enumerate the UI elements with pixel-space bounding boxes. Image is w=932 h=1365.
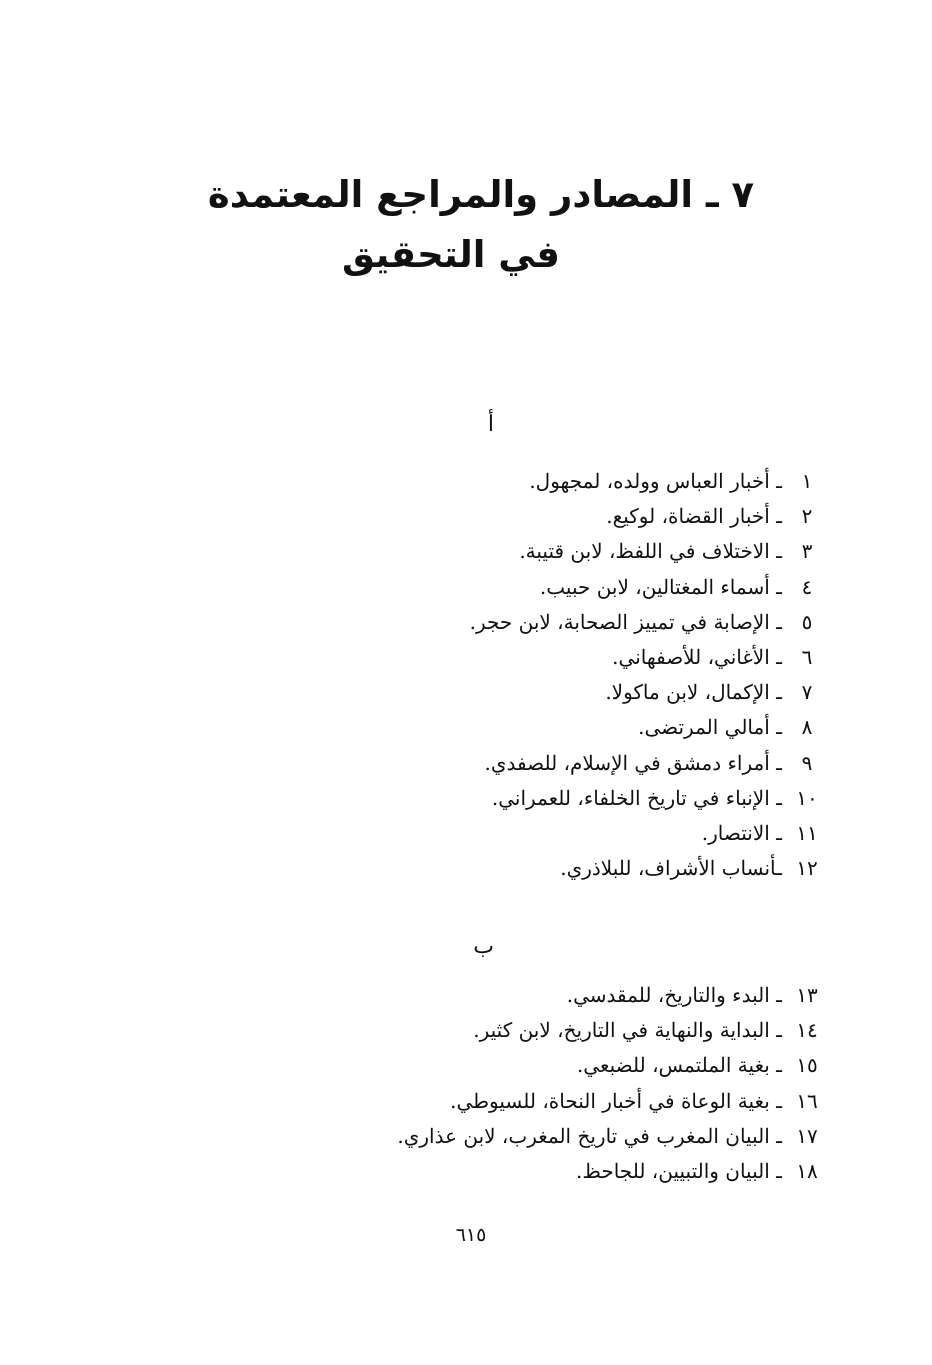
item-number: ١ bbox=[801, 469, 813, 493]
section-letter-a: أ bbox=[487, 412, 494, 437]
list-item bbox=[262, 570, 822, 605]
item-text: ـ أمراء دمشق في الإسلام، للصفدي. bbox=[484, 750, 782, 775]
list-item bbox=[262, 534, 822, 569]
item-text: ـ بغية الملتمس، للضبعي. bbox=[576, 1053, 782, 1078]
item-text: ـ البداية والنهاية في التاريخ، لابن كثير. bbox=[473, 1018, 782, 1043]
list-item bbox=[262, 1154, 822, 1189]
item-text: ـ الإنباء في تاريخ الخلفاء، للعمراني. bbox=[491, 785, 782, 810]
item-number: ٦ bbox=[801, 644, 813, 669]
list-item bbox=[262, 710, 822, 745]
item-number: ٢ bbox=[801, 504, 813, 529]
item-number: ٥ bbox=[801, 609, 813, 634]
item-text: ـ أمالي المرتضى. bbox=[638, 715, 782, 740]
item-text: ـ أخبار القضاة، لوكيع. bbox=[606, 504, 782, 529]
chapter-title-line-1: ٧ ـ المصادر والمراجع المعتمدة bbox=[207, 173, 755, 216]
item-number: ٩ bbox=[801, 750, 813, 775]
item-text: ـ أسماء المغتالين، لابن حبيب. bbox=[539, 574, 782, 599]
list-item bbox=[262, 816, 822, 851]
item-number: ١٣ bbox=[796, 983, 818, 1007]
item-text: ـ الاختلاف في اللفظ، لابن قتيبة. bbox=[519, 539, 782, 564]
item-number: ١٦ bbox=[796, 1088, 818, 1113]
item-number: ١٥ bbox=[796, 1053, 818, 1078]
chapter-title bbox=[0, 165, 932, 285]
page-number: ٦١٥ bbox=[455, 1224, 487, 1246]
reference-list-a bbox=[262, 464, 822, 886]
item-number: ٤ bbox=[801, 574, 813, 599]
item-text: ـ الأغاني، للأصفهاني. bbox=[612, 644, 782, 669]
item-text: ـ أخبار العباس وولده، لمجهول. bbox=[529, 469, 782, 493]
item-number: ١١ bbox=[796, 820, 818, 845]
item-text: ـ البيان والتبيين، للجاحظ. bbox=[576, 1158, 782, 1183]
list-item bbox=[262, 781, 822, 816]
list-item bbox=[262, 1084, 822, 1119]
list-item bbox=[262, 746, 822, 781]
item-number: ٧ bbox=[801, 680, 813, 705]
reference-list-b bbox=[262, 978, 822, 1189]
item-number: ١٤ bbox=[796, 1018, 818, 1043]
chapter-title-line-2: في التحقيق bbox=[342, 233, 560, 276]
item-number: ١٢ bbox=[796, 856, 818, 881]
item-text: ـ البدء والتاريخ، للمقدسي. bbox=[566, 983, 782, 1007]
item-text: ـ الإصابة في تمييز الصحابة، لابن حجر. bbox=[469, 609, 782, 634]
item-text: ـ الانتصار. bbox=[701, 820, 782, 845]
list-item bbox=[262, 978, 822, 1013]
item-number: ٨ bbox=[801, 715, 813, 740]
item-number: ١٨ bbox=[796, 1158, 818, 1183]
item-text: ـ البيان المغرب في تاريخ المغرب، لابن عذاري. bbox=[397, 1123, 782, 1148]
list-item bbox=[262, 675, 822, 710]
list-item bbox=[262, 1048, 822, 1083]
item-number: ١٠ bbox=[796, 785, 818, 810]
item-text: ـ الإكمال، لابن ماكولا. bbox=[605, 680, 782, 705]
list-item bbox=[262, 464, 822, 499]
list-item bbox=[262, 605, 822, 640]
item-text: ـ بغية الوعاة في أخبار النحاة، للسيوطي. bbox=[450, 1088, 782, 1113]
list-item bbox=[262, 499, 822, 534]
item-text: ـأنساب الأشراف، للبلاذري. bbox=[560, 856, 782, 881]
item-number: ١٧ bbox=[796, 1123, 818, 1148]
list-item bbox=[262, 640, 822, 675]
item-number: ٣ bbox=[801, 539, 813, 564]
section-letter-b: ب bbox=[473, 934, 494, 959]
list-item bbox=[262, 851, 822, 886]
list-item bbox=[262, 1119, 822, 1154]
list-item bbox=[262, 1013, 822, 1048]
